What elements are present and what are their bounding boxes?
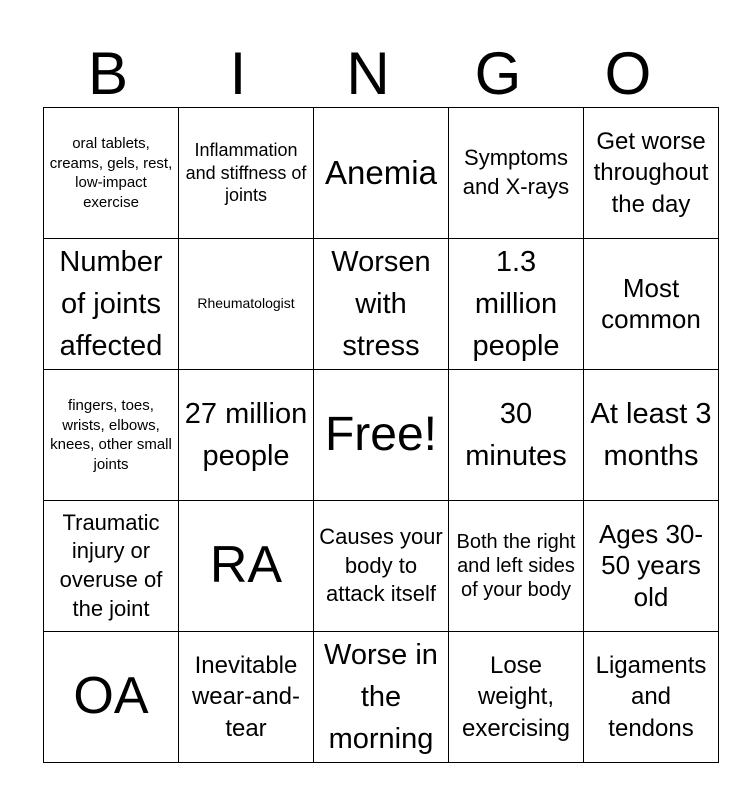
cell-text: Ligaments and tendons	[595, 652, 707, 742]
cell-text: Inevitable wear-and-tear	[191, 652, 301, 742]
cell-text: 30 minutes	[465, 397, 567, 472]
cell-text: Free!	[324, 407, 438, 461]
bingo-header	[43, 40, 693, 108]
cell-text: At least 3 months	[590, 397, 712, 472]
bingo-cell-r1c4[interactable]	[449, 108, 584, 239]
bingo-cell-r5c5[interactable]	[584, 632, 719, 763]
bingo-cell-r4c2[interactable]	[179, 501, 314, 632]
cell-text: Number of joints affected	[59, 245, 163, 363]
bingo-cell-r2c1[interactable]	[44, 239, 179, 370]
grid-row-2	[44, 239, 719, 370]
header-letter-n: N	[346, 40, 390, 107]
bingo-cell-r2c2[interactable]	[179, 239, 314, 370]
cell-text: Traumatic injury or overuse of the joint	[59, 509, 163, 621]
cell-text: Inflammation and stiffness of joints	[185, 140, 307, 206]
header-letter-g: G	[474, 40, 522, 107]
cell-text: Worse in the morning	[324, 638, 438, 756]
header-letter-i: I	[229, 40, 247, 107]
bingo-cell-r3c4[interactable]	[449, 370, 584, 501]
cell-text: Worsen with stress	[331, 245, 431, 363]
bingo-cell-r2c5[interactable]	[584, 239, 719, 370]
cell-text: 27 million people	[184, 397, 308, 472]
bingo-cell-r5c1[interactable]	[44, 632, 179, 763]
cell-text: Rheumatologist	[197, 295, 295, 312]
grid-row-3	[44, 370, 719, 501]
bingo-cell-r1c1[interactable]	[44, 108, 179, 239]
bingo-cell-r1c3[interactable]	[314, 108, 449, 239]
cell-text: Get worse throughout the day	[593, 128, 709, 218]
bingo-cell-r3c2[interactable]	[179, 370, 314, 501]
cell-text: Ages 30-50 years old	[598, 519, 704, 612]
cell-text: Anemia	[325, 154, 437, 192]
bingo-cell-r5c4[interactable]	[449, 632, 584, 763]
cell-text: Both the right and left sides of your body	[456, 531, 576, 601]
bingo-cell-r5c3[interactable]	[314, 632, 449, 763]
header-letter-o: O	[604, 40, 652, 107]
grid-row-4	[44, 501, 719, 632]
bingo-cell-r4c1[interactable]	[44, 501, 179, 632]
bingo-cell-r3c5[interactable]	[584, 370, 719, 501]
grid-row-1	[44, 108, 719, 239]
cell-text: RA	[209, 536, 283, 595]
bingo-cell-r1c2[interactable]	[179, 108, 314, 239]
bingo-cell-r4c3[interactable]	[314, 501, 449, 632]
cell-text: Most common	[601, 272, 701, 334]
bingo-card-grid	[43, 107, 719, 763]
cell-text: 1.3 million people	[472, 245, 560, 363]
bingo-cell-r2c3[interactable]	[314, 239, 449, 370]
bingo-cell-r2c4[interactable]	[449, 239, 584, 370]
cell-text: OA	[73, 667, 149, 726]
bingo-cell-r3c3-free-space[interactable]	[314, 370, 449, 501]
cell-text: fingers, toes, wrists, elbows, knees, other small joints	[50, 397, 172, 473]
grid-row-5	[44, 632, 719, 763]
bingo-cell-r4c4[interactable]	[449, 501, 584, 632]
bingo-cell-r4c5[interactable]	[584, 501, 719, 632]
cell-text: Symptoms and X-rays	[462, 145, 570, 199]
bingo-cell-r1c5[interactable]	[584, 108, 719, 239]
bingo-cell-r5c2[interactable]	[179, 632, 314, 763]
bingo-cell-r3c1[interactable]	[44, 370, 179, 501]
cell-text: Causes your body to attack itself	[319, 524, 443, 607]
cell-text: Lose weight, exercising	[461, 652, 571, 742]
cell-text: oral tablets, creams, gels, rest, low-impact exercise	[49, 135, 173, 211]
header-letter-b: B	[87, 40, 129, 107]
